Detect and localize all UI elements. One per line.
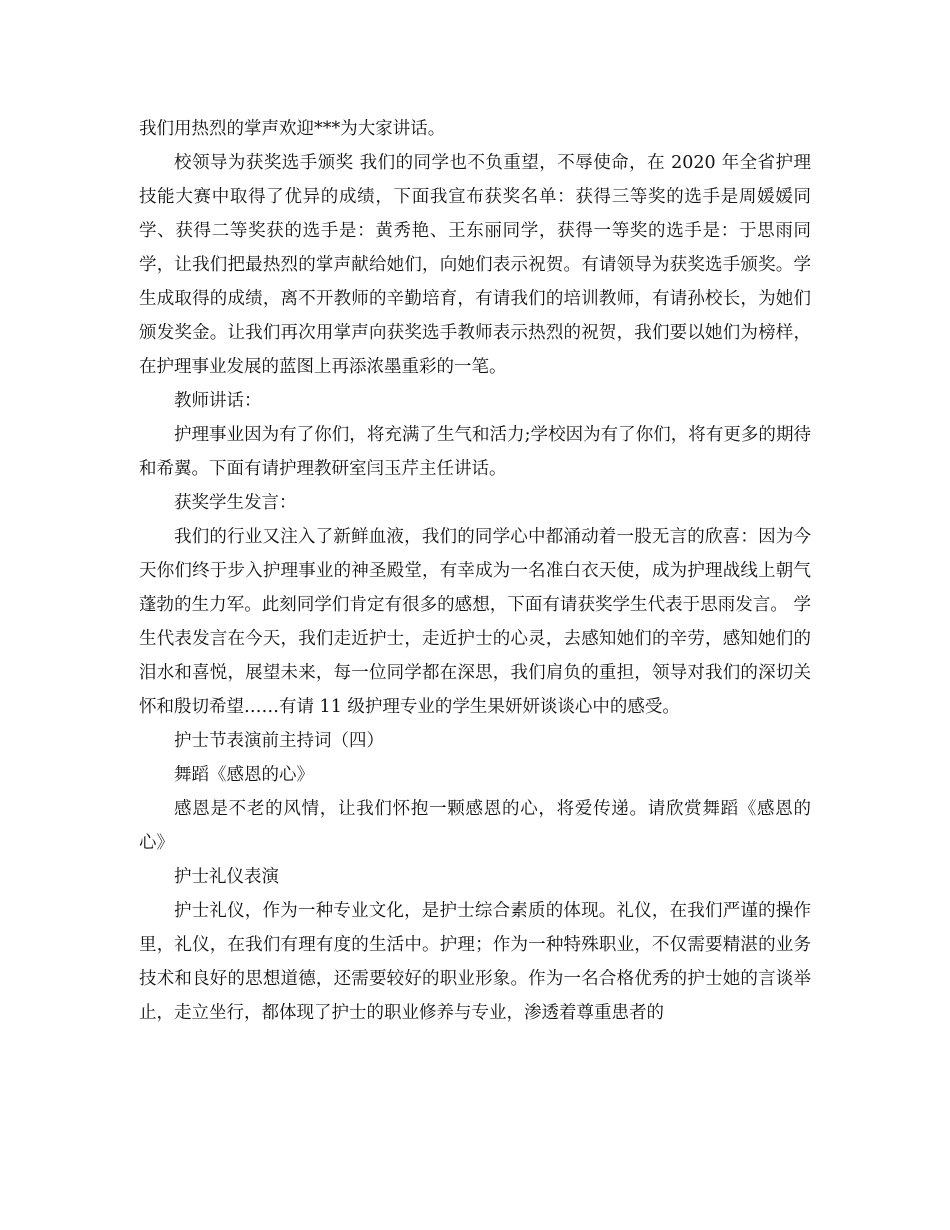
paragraph-etiquette-heading: 护士礼仪表演 [174,867,279,887]
document-body [139,112,811,1030]
paragraph-dance-intro: 感恩是不老的风情，让我们怀抱一颗感恩的心，将爱传递。请欣赏舞蹈《感恩的心》 [139,799,811,853]
paragraph-student-speech: 我们的行业又注入了新鲜血液，我们的同学心中都涌动着一股无言的欣喜：因为今天你们终于步入护理事业的神圣殿堂，有幸成为一名准白衣天使，成为护理战线上朝气蓬勃的生力军。此刻同学们肯定有很多的感想，下面有请获奖学生代表于思雨发言。 学生代表发言在今天，我们走近护士，走近护士的心灵，去感知她们的辛劳，感知她们的泪水和喜悦，展望未来，每一位同学都在深思，我们肩负的重担，领导对我们的深切关怀和殷切希望……有请 11 级护理专业的学生果妍妍谈谈心中的感受。 [139,527,811,717]
paragraph-teacher-speech: 护理事业因为有了你们，将充满了生气和活力;学校因为有了你们，将有更多的期待和希翼。下面有请护理教研室闫玉芹主任讲话。 [139,425,811,479]
paragraph-welcome: 我们用热烈的掌声欢迎***为大家讲话。 [139,119,446,139]
paragraph-etiquette-intro: 护士礼仪，作为一种专业文化，是护士综合素质的体现。礼仪，在我们严谨的操作里，礼仪，在我们有理有度的生活中。护理；作为一种特殊职业，不仅需要精湛的业务技术和良好的思想道德，还需要较好的职业形象。作为一名合格优秀的护士她的言谈举止，走立坐行，都体现了护士的职业修养与专业，渗透着尊重患者的 [139,901,811,1023]
paragraph-teacher-speech-heading: 教师讲话： [174,391,262,411]
paragraph-award-ceremony: 校领导为获奖选手颁奖 我们的同学也不负重望，不辱使命，在 2020 年全省护理技能大赛中取得了优异的成绩，下面我宣布获奖名单：获得三等奖的选手是周媛媛同学、获得二等奖获的选手是：黄秀艳、王东丽同学，获得一等奖的选手是：于思雨同学，让我们把最热烈的掌声献给她们，向她们表示祝贺。有请领导为获奖选手颁奖。学生成取得的成绩，离不开教师的辛勤培育，有请我们的培训教师，有请孙校长，为她们颁发奖金。让我们再次用掌声向获奖选手教师表示热烈的祝贺，我们要以她们为榜样，在护理事业发展的蓝图上再添浓墨重彩的一笔。 [139,153,811,377]
paragraph-section-title: 护士节表演前主持词（四） [174,731,384,751]
paragraph-student-speech-heading: 获奖学生发言： [174,493,297,513]
paragraph-dance-heading: 舞蹈《感恩的心》 [174,765,314,785]
